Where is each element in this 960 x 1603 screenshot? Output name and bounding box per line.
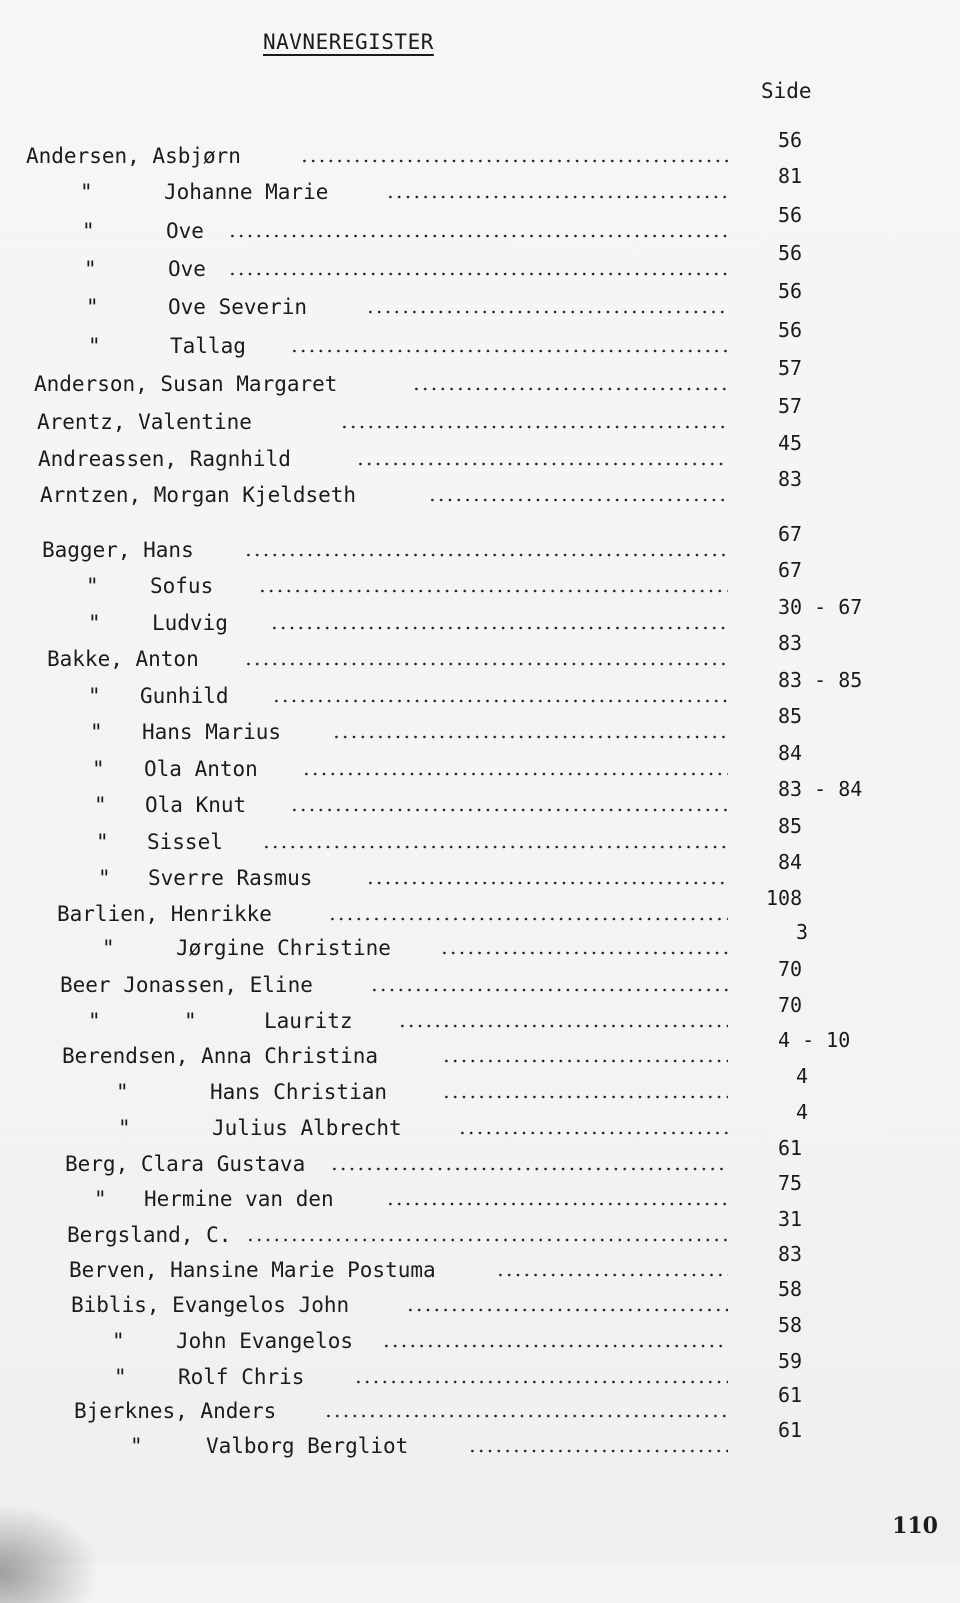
dot-leader [356, 453, 728, 467]
entry-given-name: Sissel [147, 830, 223, 854]
dot-leader [290, 340, 728, 354]
entry-page-ref: 58 [778, 1313, 803, 1337]
dot-leader [412, 378, 728, 392]
entry-page-ref: 61 [778, 1418, 803, 1442]
ditto-mark: " [94, 793, 107, 817]
dot-leader [272, 690, 728, 704]
ditto-mark: " [88, 684, 101, 708]
entry-given-name: Ola Anton [144, 757, 258, 781]
entry-page-ref: 56 [778, 203, 803, 227]
entry-name: Arentz, Valentine [37, 410, 252, 434]
entry-page-ref: 58 [778, 1277, 803, 1301]
dot-leader [244, 653, 728, 667]
entry-page-ref: 57 [778, 356, 803, 380]
entry-page-ref: 85 [778, 704, 803, 728]
entry-name: Andreassen, Ragnhild [38, 447, 291, 471]
scan-shadow [0, 1503, 100, 1603]
ditto-mark: " [112, 1329, 125, 1353]
entry-name: Barlien, Henrikke [57, 902, 272, 926]
entry-name: Berg, Clara Gustava [65, 1152, 306, 1176]
ditto-mark: " [84, 257, 97, 281]
dot-leader [262, 836, 728, 850]
dot-leader [468, 1440, 728, 1454]
ditto-mark: " [88, 611, 101, 635]
entry-name: Berendsen, Anna Christina [62, 1044, 379, 1068]
entry-name: Arntzen, Morgan Kjeldseth [40, 483, 357, 507]
ditto-mark: " [88, 334, 101, 358]
dot-leader [370, 979, 728, 993]
entry-name: Bagger, Hans [42, 538, 194, 562]
entry-name: Berven, Hansine Marie Postuma [69, 1258, 436, 1282]
entry-page-ref: 70 [778, 957, 803, 981]
entry-page-ref: 56 [778, 279, 803, 303]
dot-leader [228, 263, 728, 277]
ditto-mark: " [90, 720, 103, 744]
dot-leader [428, 489, 728, 503]
entry-given-name: Ludvig [152, 611, 228, 635]
entry-page-ref: 61 [778, 1383, 803, 1407]
dot-leader [300, 150, 728, 164]
entry-given-name: Tallag [170, 334, 246, 358]
dot-leader [366, 872, 728, 886]
entry-page-ref: 45 [778, 431, 803, 455]
entry-given-name: Lauritz [264, 1009, 353, 1033]
entry-page-ref: 67 [778, 558, 803, 582]
entry-page-ref: 83 - 84 [778, 777, 863, 801]
entry-page-ref: 83 - 85 [778, 668, 863, 692]
entry-name: Andersen, Asbjørn [26, 144, 241, 168]
entry-name: Bjerknes, Anders [74, 1399, 277, 1423]
entry-name: Beer Jonassen, Eline [60, 973, 313, 997]
dot-leader [328, 908, 728, 922]
dot-leader [458, 1122, 728, 1136]
ditto-mark: " [94, 1187, 107, 1211]
entry-page-ref: 4 [796, 1100, 809, 1124]
entry-given-name: Rolf Chris [178, 1365, 305, 1389]
dot-leader [496, 1264, 728, 1278]
dot-leader [228, 225, 728, 239]
dot-leader [382, 1335, 728, 1349]
entry-page-ref: 75 [778, 1171, 803, 1195]
entry-page-ref: 70 [778, 993, 803, 1017]
ditto-mark: " [130, 1434, 143, 1458]
entry-page-ref: 85 [778, 814, 803, 838]
entry-page-ref: 83 [778, 631, 803, 655]
dot-leader [442, 1050, 728, 1064]
entry-given-name: Johanne Marie [164, 180, 329, 204]
ditto-mark: " [118, 1116, 131, 1140]
entry-given-name: Sofus [150, 574, 214, 598]
ditto-mark: " [98, 866, 111, 890]
entry-page-ref: 61 [778, 1136, 803, 1160]
entry-name: Biblis, Evangelos John [71, 1293, 350, 1317]
entry-given-name: Ola Knut [145, 793, 247, 817]
entry-page-ref: 4 [796, 1064, 809, 1088]
ditto-mark: " [92, 757, 105, 781]
ditto-mark: " [102, 936, 115, 960]
dot-leader [324, 1405, 728, 1419]
register-entry [0, 1418, 960, 1464]
dot-leader [366, 301, 728, 315]
dot-leader [398, 1015, 728, 1029]
ditto-mark: " [86, 574, 99, 598]
entry-page-ref: 84 [778, 850, 803, 874]
entry-page-ref: 83 [778, 1242, 803, 1266]
entry-page-ref: 81 [778, 164, 803, 188]
entry-given-name: Ove [166, 219, 204, 243]
dot-leader [354, 1371, 728, 1385]
dot-leader [290, 799, 728, 813]
entry-given-name: Julius Albrecht [212, 1116, 402, 1140]
entry-page-ref: 67 [778, 522, 803, 546]
side-column-header: Side [761, 79, 812, 103]
dot-leader [386, 186, 728, 200]
entry-page-ref: 31 [778, 1207, 803, 1231]
register-entry [0, 467, 960, 513]
ditto-mark: " [86, 295, 99, 319]
entry-given-name: Hans Christian [210, 1080, 388, 1104]
ditto-mark: " [82, 219, 95, 243]
entry-page-ref: 59 [778, 1349, 803, 1373]
dot-leader [244, 544, 728, 558]
entry-name: Bakke, Anton [47, 647, 199, 671]
entry-given-name: Sverre Rasmus [148, 866, 313, 890]
ditto-mark: " [88, 1009, 101, 1033]
dot-leader [246, 1229, 728, 1243]
entry-page-ref: 108 [766, 886, 803, 910]
entry-given-name: Ove Severin [168, 295, 308, 319]
dot-leader [340, 416, 728, 430]
dot-leader [332, 726, 728, 740]
entry-name: Bergsland, C. [67, 1223, 232, 1247]
dot-leader [442, 1086, 728, 1100]
entry-name: Anderson, Susan Margaret [34, 372, 338, 396]
entry-given-name: Gunhild [140, 684, 229, 708]
ditto-mark: " [114, 1365, 127, 1389]
entry-page-ref: 56 [778, 318, 803, 342]
dot-leader [406, 1299, 728, 1313]
ditto-mark: " [184, 1009, 197, 1033]
entry-page-ref: 4 - 10 [778, 1028, 851, 1052]
entry-given-name: Ove [168, 257, 206, 281]
entry-page-ref: 84 [778, 741, 803, 765]
entry-page-ref: 56 [778, 241, 803, 265]
entry-given-name: Hermine van den [144, 1187, 334, 1211]
entry-page-ref: 3 [796, 920, 809, 944]
entry-page-ref: 83 [778, 467, 803, 491]
entry-given-name: Jørgine Christine [176, 936, 391, 960]
page-title: NAVNEREGISTER [263, 30, 434, 54]
entry-page-ref: 30 - 67 [778, 595, 863, 619]
dot-leader [302, 763, 728, 777]
ditto-mark: " [96, 830, 109, 854]
ditto-mark: " [80, 180, 93, 204]
entry-given-name: John Evangelos [176, 1329, 354, 1353]
dot-leader [440, 942, 728, 956]
entry-given-name: Hans Marius [142, 720, 282, 744]
entry-page-ref: 57 [778, 394, 803, 418]
entry-given-name: Valborg Bergliot [206, 1434, 409, 1458]
page-number: 110 [892, 1513, 938, 1539]
dot-leader [258, 580, 728, 594]
dot-leader [330, 1158, 728, 1172]
entry-page-ref: 56 [778, 128, 803, 152]
dot-leader [270, 617, 728, 631]
dot-leader [386, 1193, 728, 1207]
ditto-mark: " [116, 1080, 129, 1104]
